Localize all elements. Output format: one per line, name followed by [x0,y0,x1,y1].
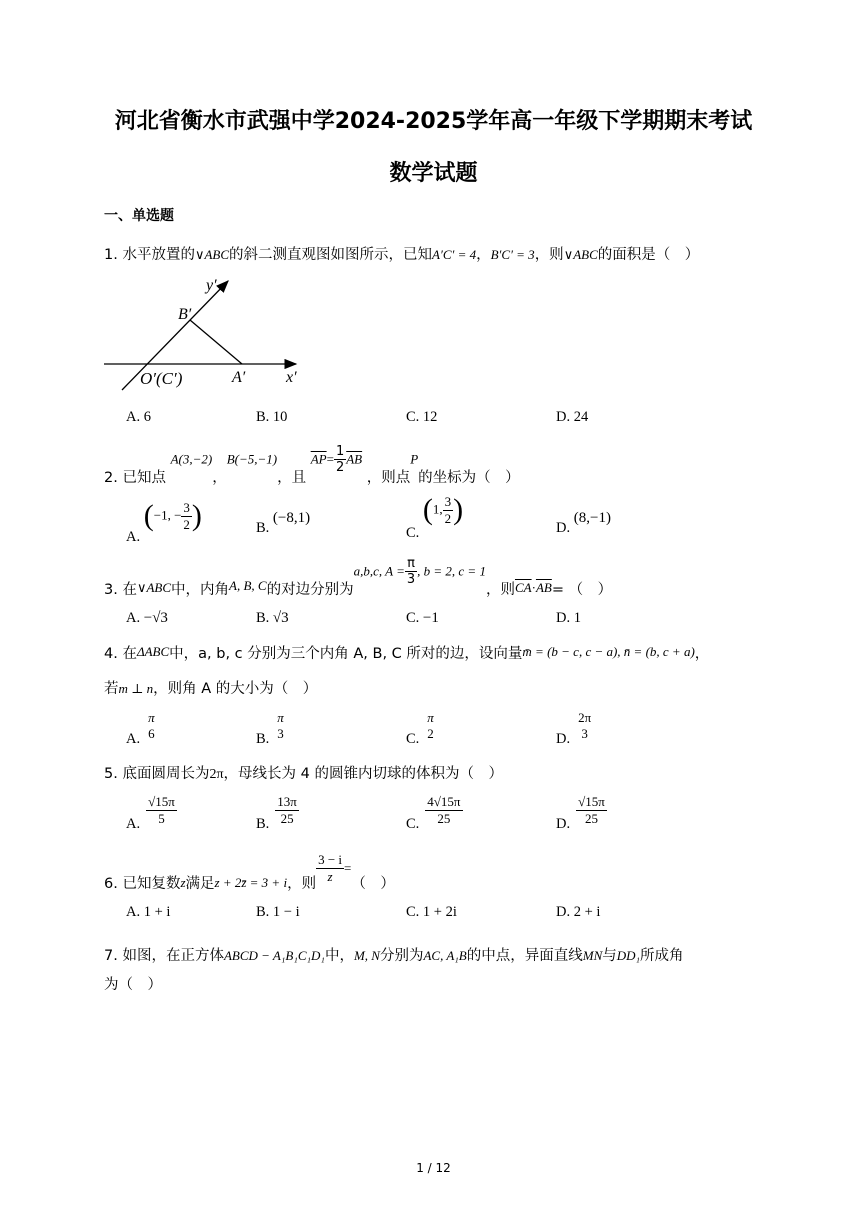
q4-text-line2b: ，则角 A 的大小为（ ） [153,681,318,697]
q6-z: z [180,874,186,890]
q6-option-c[interactable]: C. 1 + 2i [406,904,457,920]
q2-d-label: D. [556,520,571,536]
q2-text-c: ，则点 [366,469,411,486]
q4-perp: m ⊥ n [118,681,154,696]
q2-text-d: 的坐标为（ ） [418,469,520,486]
q3-b-value: √3 [272,610,289,626]
q7-text-e: 与 [602,948,617,964]
q2-b-label: B. [256,520,270,536]
q2-c-num: 3 [444,493,452,509]
q6-equation: z + 2z̄ = 3 + i [214,874,288,890]
q1-text-c: ，则 [534,247,564,263]
q6-option-d[interactable]: D. 2 + i [556,904,601,920]
q1-triangle-2: ∨ABC [563,247,598,262]
q2-a-den: 2 [183,516,190,532]
q1-given-2: B′C′ = 3 [490,247,535,262]
q3-option-d[interactable]: D. 1 [556,610,581,626]
segment-ba [190,320,242,364]
q5-a-label: A. [126,815,141,832]
question-6-stem [104,852,395,892]
q1-text-b: 的斜二测直观图如图所示，已知 [229,247,433,263]
q2-half-den: 2 [335,460,345,475]
q5-c-label: C. [406,815,420,832]
q2-option-d[interactable] [556,510,611,536]
q4-text-line2a: 若 [104,681,119,697]
q5-option-c[interactable] [406,794,463,832]
q3-a-label: A. [126,610,141,626]
question-7-line2: 为（ ） [104,977,162,993]
q7-cube: ABCD − A₁B₁C₁D₁ [223,948,325,963]
q4-a-num: π [148,710,155,725]
q1-figure [100,274,310,394]
q2-vector-ab: $\overline{AB}$ [346,451,363,467]
question-4-line2 [104,677,317,698]
q3-option-a[interactable] [126,610,168,627]
q7-mn: M, N [353,948,380,963]
q2-option-a[interactable]: A. (−1, − $\frac{3}{2}$ ) [126,499,202,546]
q5-b-num: 13π [277,794,297,809]
q3-text-c: 的对边分别为 [266,581,354,598]
q2-point-p: P [410,451,419,467]
q3-text-d: ，则 [485,581,515,598]
q1-option-b[interactable]: B. 10 [256,409,288,425]
q3-given-a: a,b,c, A = [353,563,405,579]
q2-a-expr: −1, − [153,507,182,523]
q3-c-value: −1 [422,610,439,626]
q2-sep: ， [212,469,227,486]
q3-given-bc: , b = 2, c = 1 [417,563,486,579]
question-5-stem [104,762,503,783]
q7-text-c: 分别为 [379,948,424,964]
q5-c-num: 4√15π [427,794,461,809]
q7-dd1: DD₁ [616,948,641,963]
q3-pi: π [405,556,417,572]
q3-dot: · [531,579,536,595]
q6-option-a[interactable]: A. 1 + i [126,904,171,920]
q5-b-den: 25 [280,811,294,826]
label-x: x′ [286,369,297,386]
q5-a-num: √15π [148,794,175,809]
q6-num: 3 − i [318,852,343,867]
q2-c-expr: 1, [432,501,443,517]
q4-a-den: 6 [148,726,155,741]
q1-text-d: 的面积是（ ） [597,247,700,263]
q4-c-num: π [427,710,434,725]
q4-text-a: 4. 在 [104,646,137,662]
q3-c-label: C. [406,610,420,626]
q4-triangle: ΔABC [136,644,170,659]
q2-text-b: ，且 [277,469,307,486]
q7-text-b: 中， [324,948,354,964]
q1-sep: ， [476,247,491,263]
q3-triangle: ∨ABC [136,579,172,595]
section-heading: 一、单选题 [104,208,174,224]
label-a: A′ [232,369,246,386]
q2-d-value: (8,−1) [573,510,611,526]
q3-b-label: B. [256,610,270,626]
page-title: 河北省衡水市武强中学2024-2025学年高一年级下学期期末考试 [114,109,753,134]
q4-text-c: ， [694,646,710,662]
q3-option-b[interactable] [256,610,289,627]
q5-a-den: 5 [158,811,165,826]
q4-option-a[interactable] [126,710,157,748]
q4-option-c[interactable] [406,710,436,748]
q5-d-label: D. [556,815,571,832]
q2-option-c[interactable]: C. (1, $\frac{3}{2}$ ) [406,493,464,542]
q3-text-a: 3. 在 [104,581,137,598]
q2-eq: = [326,451,334,467]
q4-option-b[interactable] [256,710,286,748]
q7-mn-line: MN [582,948,603,963]
q4-d-num: 2π [578,710,592,725]
q6-text-c: ，则 [287,875,317,892]
q6-option-b[interactable]: B. 1 − i [256,904,300,920]
q3-option-c[interactable] [406,610,439,627]
q2-c-den: 2 [444,510,452,526]
q1-option-a[interactable]: A. 6 [126,409,151,425]
q5-option-a[interactable] [126,794,177,832]
q6-eq-sign: = [344,860,352,876]
q5-d-den: 25 [584,811,598,826]
label-o: O′(C′) [140,369,183,388]
question-4-stem [104,640,709,661]
q2-c-label: C. [406,525,420,542]
q4-text-b: 中，a, b, c 分别为三个内角 A, B, C 所对的边，设向量 [169,646,523,662]
q6-den: z [327,869,333,884]
q4-c-label: C. [406,731,420,748]
q5-c-den: 25 [437,811,451,826]
q6-text-a: 6. 已知复数 [104,875,181,892]
q4-b-label: B. [256,731,270,748]
q4-c-den: 2 [427,726,434,741]
q7-text-a: 7. 如图，在正方体 [104,948,224,964]
q2-point-a: A(3,−2) [170,451,213,467]
q4-b-num: π [277,710,284,725]
q5-text-b: ，母线长为 4 的圆锥内切球的体积为（ ） [223,766,503,782]
q5-text-a: 5. 底面圆周长为 [104,766,210,782]
q5-d-num: √15π [578,794,605,809]
q4-d-den: 3 [581,726,588,741]
label-b: B′ [178,306,192,323]
question-1-stem [104,243,699,264]
q2-vector-ap: $\overline{AP}$ [310,451,327,467]
page-number: 1 / 12 [416,1161,451,1175]
q2-option-b[interactable] [256,510,311,536]
question-2-stem [104,444,520,486]
q3-angles: A, B, C [229,577,267,593]
q2-point-b: B(−5,−1) [226,451,278,467]
q3-vector-ab: $\overline{AB}$ [535,579,552,595]
page-subtitle: 数学试题 [389,161,478,186]
q2-a-num: 3 [183,499,190,515]
q5-value: 2π [209,767,224,782]
q2-text-a: 2. 已知点 [104,469,166,486]
q3-vector-ca: $\overline{CA}$ [514,579,532,595]
q1-given-1: A′C′ = 4 [432,247,477,262]
q7-text-d: 的中点，异面直线 [466,948,583,964]
label-y: y′ [206,277,217,294]
q3-a-value: −√3 [143,610,168,626]
q4-a-label: A. [126,731,141,748]
q1-option-d[interactable]: D. 24 [556,409,589,425]
q2-a-label: A. [126,529,141,546]
q6-text-e: （ ） [351,875,395,892]
question-3-stem [104,556,613,598]
q2-b-value: (−8,1) [272,510,311,526]
q4-vectors: m̄ = (b − c, c − a), n̄ = (b, c + a) [522,644,695,659]
q4-option-d[interactable] [556,710,593,748]
question-7-stem [104,944,684,965]
q3-three: 3 [406,572,416,587]
q4-b-den: 3 [277,726,284,741]
q3-text-e: = （ ） [551,581,613,598]
q6-text-b: 满足 [185,875,215,892]
q1-option-c[interactable]: C. 12 [406,409,438,425]
q3-text-b: 中，内角 [171,581,230,598]
q1-triangle: ∨ABC [194,247,230,262]
q2-half-num: 1 [335,444,345,459]
q5-option-b[interactable] [256,794,299,832]
q7-text-f: 所成角 [640,948,684,964]
q4-d-label: D. [556,731,571,748]
q5-b-label: B. [256,815,270,832]
q7-segments: AC, A₁B [423,948,467,963]
q1-text-a: 1. 水平放置的 [104,247,195,263]
q5-option-d[interactable] [556,794,607,832]
